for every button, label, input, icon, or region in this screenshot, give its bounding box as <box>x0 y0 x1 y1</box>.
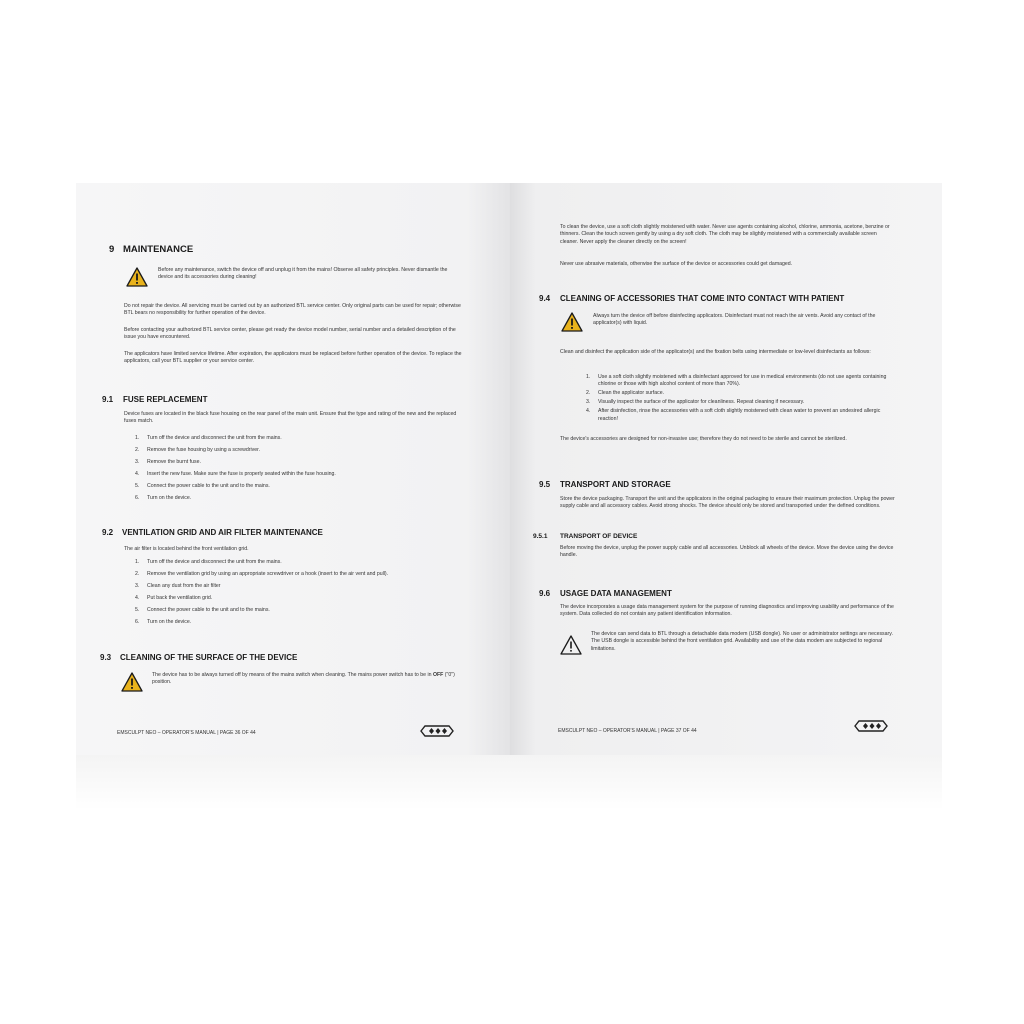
section-9-4-paragraph-2: The device's accessories are designed for non-invasive use; therefore they do not need to be sterile and cannot be sterilized. <box>560 436 847 442</box>
section-9-5-1-paragraph: Before moving the device, unplug the power supply cable and all accessories. Unblock all wheels of the device. Move the device using the device handle. <box>560 545 894 559</box>
list-item-number: 3. <box>586 399 591 406</box>
list-item-number: 6. <box>135 619 140 625</box>
list-item-text: Turn off the device and disconnect the unit from the mains. <box>147 435 282 441</box>
warning-triangle-icon <box>121 672 143 692</box>
section-9-3-heading <box>100 653 297 662</box>
section-title: TRANSPORT OF DEVICE <box>560 533 638 540</box>
list-item-number: 5. <box>135 483 140 489</box>
section-9-heading <box>109 244 193 255</box>
list-item <box>135 459 455 466</box>
list-item <box>135 495 455 502</box>
warning-text-end: ("0") position. <box>152 672 455 686</box>
section-number: 9.5 <box>539 480 551 489</box>
section-9-6-notice: The device can send data to BTL through a detachable data modem (USB dongle). No user or administrator settings are necessary. The USB dongle is accessible behind the front ventilation grid. Availability and use of the data modem are subjected to regional limitations. <box>591 631 893 652</box>
section-9-3-warning <box>152 672 460 687</box>
section-9-4-warning: Always turn the device off before disinfecting applicators. Disinfectant must not reach the air vents. Avoid any contact of the applicator(s) with liquid. <box>593 313 876 327</box>
list-item <box>135 607 465 614</box>
section-9-2-paragraph: The air filter is located behind the front ventilation grid. <box>124 546 249 552</box>
list-item-text: After disinfection, rinse the accessories with a soft cloth slightly moistened with clean water to prevent an undesired allergic reaction! <box>598 408 881 422</box>
list-item <box>135 559 465 566</box>
list-item <box>135 471 455 478</box>
cleaning-paragraph-1: To clean the device, use a soft cloth slightly moistened with water. Never use agents containing alcohol, chlorine, ammonia, acetone, benzine or thinners. Clean the touch screen gently by using a dry soft cloth. The cloth may be slightly moistened with a commercially available screen cleaner. Never apply the cleaner directly on the screen! <box>560 224 890 245</box>
list-item <box>135 619 465 626</box>
list-item-number: 5. <box>135 607 140 613</box>
list-item-number: 2. <box>586 390 591 397</box>
filter-steps-list <box>135 559 465 631</box>
section-9-paragraph-2: Before contacting your authorized BTL service center, please get ready the device model number, serial number and a detailed description of the issue you have encountered. <box>124 327 456 341</box>
section-9-paragraph-3: The applicators have limited service lifetime. After expiration, the applicators must be replaced before further operation of the device. To replace the applicators, call your BTL supplier or your service center. <box>124 351 462 365</box>
list-item-number: 4. <box>135 471 140 477</box>
page-right <box>510 183 942 755</box>
section-number: 9.1 <box>102 395 114 404</box>
list-item-text: Visually inspect the surface of the applicator for cleanliness. Repeat cleaning if necessary. <box>598 399 805 406</box>
manual-spread <box>76 183 942 755</box>
left-page-footer: EMSCULPT NEO – OPERATOR'S MANUAL | PAGE 36 OF 44 <box>117 730 256 736</box>
section-number: 9.4 <box>539 294 551 303</box>
warning-triangle-icon <box>561 312 583 332</box>
list-item-text: Clean the applicator surface. <box>598 390 665 397</box>
list-item <box>586 399 898 406</box>
section-title: CLEANING OF THE SURFACE OF THE DEVICE <box>120 653 298 662</box>
list-item-number: 3. <box>135 583 140 589</box>
list-item <box>135 583 465 590</box>
spread-shadow <box>76 755 942 810</box>
warning-triangle-icon <box>126 267 148 287</box>
btl-logo-icon <box>854 719 888 733</box>
list-item-text: Turn off the device and disconnect the unit from the mains. <box>147 559 282 565</box>
section-9-2-heading <box>102 528 323 537</box>
list-item-number: 4. <box>135 595 140 601</box>
section-9-1-paragraph: Device fuses are located in the black fuse housing on the rear panel of the main unit. Ensure that the type and rating of the new and the replaced fuses match. <box>124 411 457 425</box>
warning-text: The device has to be always turned off by means of the mains switch when cleaning. The mains power switch has to be in <box>152 672 433 678</box>
section-9-4-heading <box>539 294 844 303</box>
section-number: 9.2 <box>102 528 114 537</box>
section-title: USAGE DATA MANAGEMENT <box>560 589 672 598</box>
section-number: 9 <box>109 244 115 255</box>
section-9-1-heading <box>102 395 207 404</box>
list-item-number: 1. <box>135 435 140 441</box>
list-item-text: Clean any dust from the air filter <box>147 583 221 589</box>
list-item-text: Turn on the device. <box>147 619 192 625</box>
caution-outline-icon <box>560 635 582 655</box>
list-item <box>586 408 898 423</box>
list-item-text: Connect the power cable to the unit and to the mains. <box>147 607 270 613</box>
section-number: 9.3 <box>100 653 112 662</box>
page-left <box>76 183 510 755</box>
list-item <box>135 447 455 454</box>
section-9-5-1-heading <box>533 533 637 540</box>
section-title: VENTILATION GRID AND AIR FILTER MAINTENANCE <box>122 528 323 537</box>
section-9-5-heading <box>539 480 671 489</box>
section-9-warning: Before any maintenance, switch the device off and unplug it from the mains! Observe all safety principles. Never dismantle the device and its accessories during cleaning! <box>158 267 448 281</box>
list-item-text: Remove the fuse housing by using a screwdriver. <box>147 447 261 453</box>
list-item-text: Connect the power cable to the unit and to the mains. <box>147 483 270 489</box>
list-item-number: 1. <box>586 374 591 380</box>
list-item <box>586 374 898 389</box>
section-9-6-heading <box>539 589 672 598</box>
list-item-text: Remove the ventilation grid by using an appropriate screwdriver or a hook (insert to the air vent and pull). <box>147 571 389 577</box>
right-page-footer: EMSCULPT NEO – OPERATOR'S MANUAL | PAGE 37 OF 44 <box>558 728 697 734</box>
off-label: OFF <box>432 672 444 678</box>
list-item-text: Put back the ventilation grid. <box>147 595 213 601</box>
fuse-steps-list <box>135 435 455 507</box>
section-9-5-paragraph: Store the device packaging. Transport the unit and the applicators in the original packaging to ensure their maximum protection. Unplug the power supply cable and all accessory cables. Avoid strong shocks. The device should only be stored and transported under the defined conditions. <box>560 496 895 510</box>
list-item-text: Use a soft cloth slightly moistened with a disinfectant approved for use in medical environments (do not use agents containing chlorine or those with high alcohol content of more than 70%). <box>598 374 887 388</box>
section-title: TRANSPORT AND STORAGE <box>560 480 671 489</box>
list-item <box>135 595 465 602</box>
list-item-text: Remove the burnt fuse. <box>147 459 201 465</box>
section-9-4-paragraph: Clean and disinfect the application side of the applicator(s) and the fixation belts using intermediate or low-level disinfectants as follows: <box>560 349 871 355</box>
disinfect-steps-list <box>586 374 898 425</box>
list-item-number: 2. <box>135 447 140 453</box>
list-item <box>135 483 455 490</box>
section-9-6-paragraph: The device incorporates a usage data management system for the purpose of running diagnostics and improving usability and performance of the system. Data collected do not contain any patient identification information. <box>560 604 894 618</box>
list-item <box>586 390 898 397</box>
list-item-text: Turn on the device. <box>147 495 192 501</box>
section-title: CLEANING OF ACCESSORIES THAT COME INTO CONTACT WITH PATIENT <box>560 294 845 303</box>
list-item-number: 2. <box>135 571 140 577</box>
list-item-number: 3. <box>135 459 140 465</box>
section-title: FUSE REPLACEMENT <box>123 395 208 404</box>
list-item <box>135 435 455 442</box>
btl-logo-icon <box>420 724 454 738</box>
list-item <box>135 571 465 578</box>
section-number: 9.5.1 <box>533 533 548 540</box>
list-item-number: 4. <box>586 408 591 415</box>
list-item-number: 1. <box>135 559 140 565</box>
section-title: MAINTENANCE <box>123 244 194 255</box>
list-item-text: Insert the new fuse. Make sure the fuse is properly seated within the fuse housing. <box>147 471 336 477</box>
list-item-number: 6. <box>135 495 140 501</box>
section-9-paragraph-1: Do not repair the device. All servicing must be carried out by an authorized BTL service center. Only original parts can be used for repair; otherwise BTL bears no responsibility for further operation of the device. <box>124 303 461 317</box>
cleaning-paragraph-2: Never use abrasive materials, otherwise the surface of the device or accessories could get damaged. <box>560 261 793 267</box>
section-number: 9.6 <box>539 589 551 598</box>
